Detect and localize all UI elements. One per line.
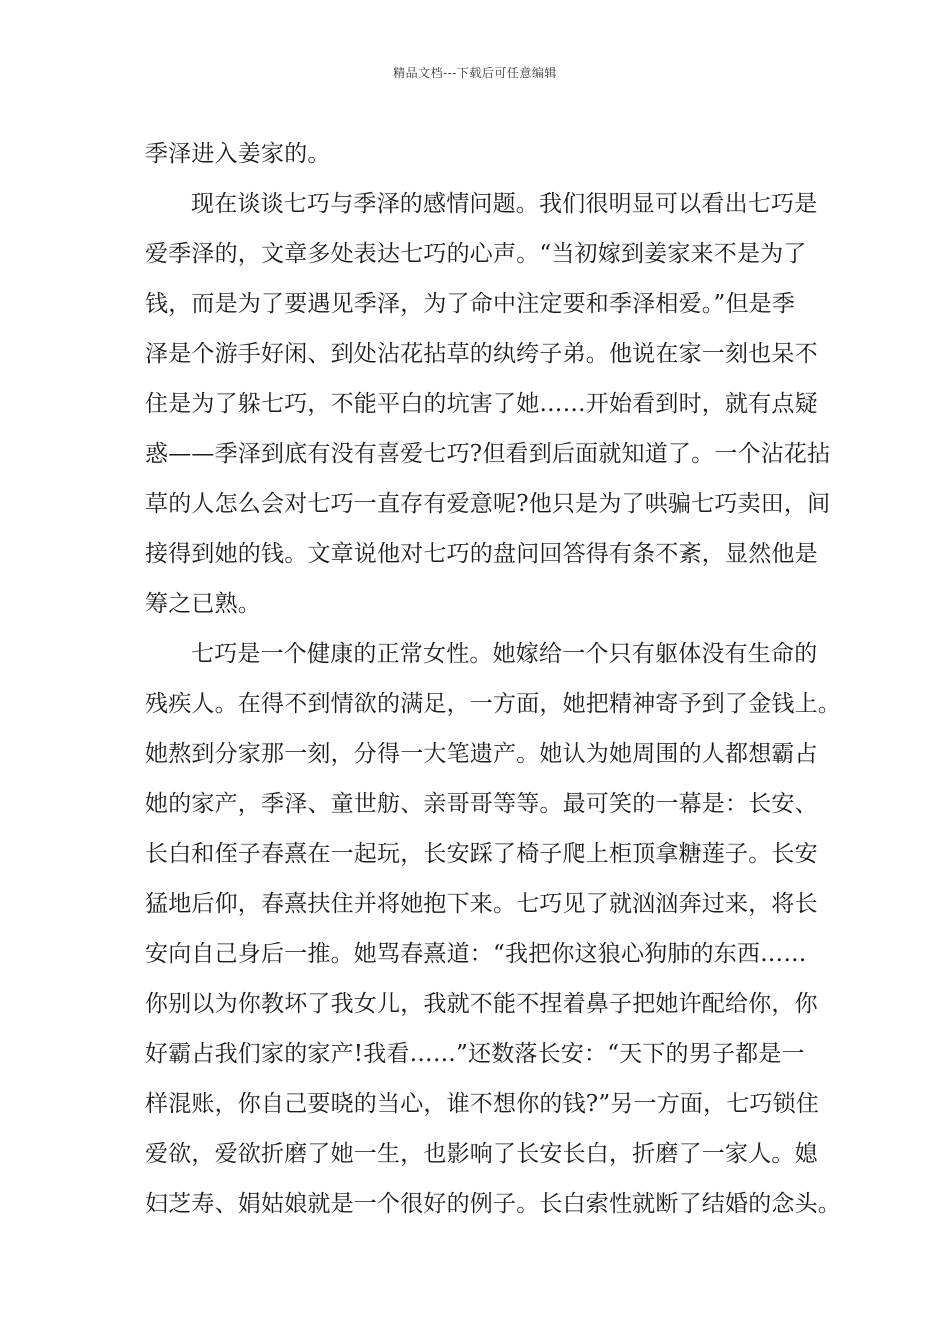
text-line: 长白和侄子春熹在一起玩，长安踩了椅子爬上柜顶拿糖莲子。长安: [145, 841, 818, 867]
document-body: [145, 129, 841, 1229]
text-line: 猛地后仰，春熹扶住并将她抱下来。七巧见了就汹汹奔过来，将长: [145, 891, 818, 917]
text-line: 爱季泽的，文章多处表达七巧的心声。“当初嫁到姜家来不是为了: [145, 241, 807, 267]
text-line: 季泽进入姜家的。: [145, 141, 331, 167]
text-line: 残疾人。在得不到情欲的满足，一方面，她把精神寄予到了金钱上。: [145, 691, 841, 717]
text-line: 妇芝寿、娟姑娘就是一个很好的例子。长白索性就断了结婚的念头。: [145, 1191, 841, 1217]
text-line: 七巧是一个健康的正常女性。她嫁给一个只有躯体没有生命的: [191, 641, 818, 667]
text-line: 安向自己身后一推。她骂春熹道：“我把你这狼心狗肺的东西……: [145, 941, 807, 967]
text-line: 好霸占我们家的家产!我看……”还数落长安：“天下的男子都是一: [145, 1041, 805, 1067]
text-line: 她熬到分家那一刻，分得一大笔遗产。她认为她周围的人都想霸占: [145, 741, 818, 767]
text-line: 爱欲，爱欲折磨了她一生，也影响了长安长白，折磨了一家人。媳: [145, 1141, 818, 1167]
text-line: 她的家产，季泽、童世舫、亲哥哥等等。最可笑的一幕是：长安、: [145, 791, 818, 817]
text-line: 筹之已熟。: [145, 591, 261, 617]
text-line: 钱，而是为了要遇见季泽，为了命中注定要和季泽相爱。”但是季: [145, 291, 796, 317]
text-line: 你别以为你教坏了我女儿，我就不能不捏着鼻子把她许配给你，你: [145, 991, 818, 1017]
text-line: 住是为了躲七巧，不能平白的坑害了她……开始看到时，就有点疑: [145, 391, 818, 417]
text-line: 惑——季泽到底有没有喜爱七巧?但看到后面就知道了。一个沾花拈: [145, 441, 831, 467]
text-line: 草的人怎么会对七巧一直存有爱意呢?他只是为了哄骗七巧卖田，间: [145, 491, 831, 517]
text-line: 样混账，你自己要晓的当心，谁不想你的钱?”另一方面，七巧锁住: [145, 1091, 820, 1117]
text-line: 现在谈谈七巧与季泽的感情问题。我们很明显可以看出七巧是: [191, 191, 818, 217]
page-header: 精品文档---下载后可任意编辑: [393, 66, 557, 80]
text-line: 接得到她的钱。文章说他对七巧的盘问回答得有条不紊，显然他是: [145, 541, 818, 567]
text-line: 泽是个游手好闲、到处沾花拈草的纨绔子弟。他说在家一刻也呆不: [145, 341, 818, 367]
